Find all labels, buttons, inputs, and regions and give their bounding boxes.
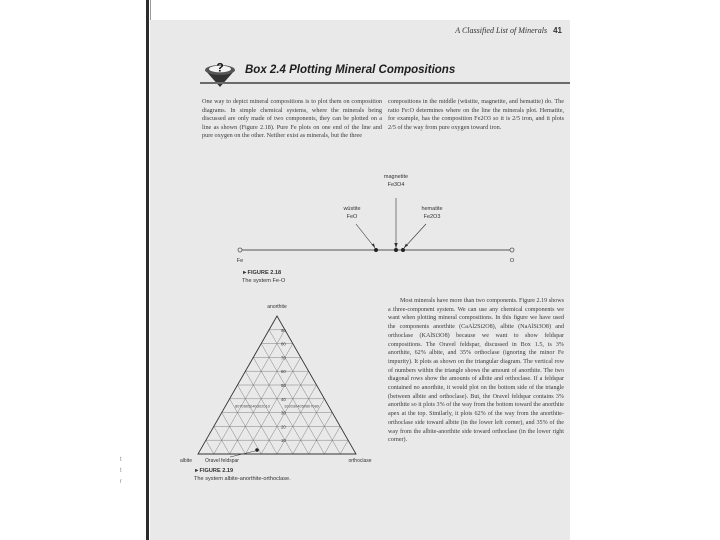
margin-mark: t — [120, 457, 122, 463]
ternary-gridline-diagonal — [222, 413, 246, 454]
anorthite-tick-label: 30 — [281, 410, 286, 416]
figure-2-19-ternary-diagram — [164, 296, 384, 466]
figure-2-18-diagram — [230, 168, 540, 278]
anorthite-apex-label: anorthite — [267, 304, 287, 310]
wustite-label: wüstite — [343, 206, 361, 212]
ternary-gridline-diagonal — [269, 327, 340, 454]
orthoclase-diagonal-label: 80 — [314, 404, 319, 409]
page-number: 41 — [553, 26, 562, 35]
figure-2-19-number: ►FIGURE 2.19 — [194, 468, 234, 474]
fe-end-label: Fe — [236, 258, 244, 264]
orthoclase-diagonal-label: 10 — [284, 404, 289, 409]
albite-diagonal-label: 20 — [261, 404, 266, 409]
anorthite-tick-label: 60 — [281, 369, 286, 375]
anorthite-tick-label: 50 — [281, 383, 286, 388]
albite-diagonal-label: 80 — [235, 404, 240, 409]
ternary-gridline-diagonal — [309, 413, 333, 454]
oravel-feldspar-label: Oravel feldspar — [205, 458, 239, 464]
magnetite-formula: Fe3O4 — [387, 182, 405, 188]
box-top-rule — [200, 82, 570, 84]
running-head-title: A Classified List of Minerals — [455, 26, 548, 35]
albite-diagonal-label: 50 — [248, 404, 253, 409]
figure-2-18-number: ►FIGURE 2.18 — [242, 270, 282, 276]
ternary-gridline-diagonal — [206, 440, 214, 454]
svg-text:?: ? — [216, 60, 224, 75]
anorthite-tick-label: 80 — [281, 341, 286, 347]
wustite-point — [374, 248, 378, 252]
ternary-gridline-diagonal — [277, 385, 317, 454]
orthoclase-diagonal-label: 60 — [305, 404, 311, 409]
o-end-label: O — [509, 258, 515, 264]
orthoclase-diagonal-label: 50 — [301, 404, 306, 409]
orthoclase-diagonal-label: 40 — [297, 404, 302, 409]
orthoclase-diagonal-label: 70 — [310, 404, 315, 409]
box-title: Box 2.4 Plotting Mineral Compositions — [245, 64, 456, 76]
orthoclase-apex-label: orthoclase — [348, 458, 372, 464]
hematite-point — [401, 248, 405, 252]
running-head — [455, 26, 562, 35]
anorthite-tick-label: 70 — [281, 355, 286, 361]
figure-2-19-caption — [194, 468, 374, 483]
hematite-formula: Fe2O3 — [423, 214, 441, 220]
albite-diagonal-label: 30 — [256, 404, 262, 409]
albite-apex-label: albite — [180, 458, 192, 464]
anorthite-tick-label: 10 — [281, 438, 286, 444]
magnetite-label: magnetite — [383, 174, 409, 180]
wustite-formula: FeO — [346, 214, 358, 220]
albite-diagonal-label: 40 — [252, 404, 257, 409]
book-spine-shadow — [146, 0, 149, 540]
ternary-gridline-diagonal — [340, 440, 348, 454]
margin-marks — [120, 455, 134, 488]
scanned-page — [150, 20, 570, 540]
hematite-label: hematite — [421, 206, 443, 212]
margin-mark: r — [120, 479, 122, 485]
fe-endpoint — [238, 248, 242, 252]
figure-2-18-caption — [242, 270, 402, 285]
orthoclase-diagonal-label: 20 — [288, 404, 293, 409]
anorthite-tick-label: 90 — [281, 327, 286, 333]
ternary-gridline-diagonal — [238, 385, 278, 454]
albite-diagonal-label: 10 — [265, 404, 270, 409]
anorthite-tick-label: 20 — [281, 424, 286, 430]
body-text-column: Most minerals have more than two components. Figure 2.19 shows a three-component system. We can use any chemical components we want when plotting mineral compositions. In this figure we have used the components anorthite (CaAl2Si2O8), albite (NaAlSi3O8) and orthoclase (KAlSi3O8) because we want to show feldspar compositions. The Oravel feldspar, discussed in Box 1.5, is 3% anorthite, 62% albite, and 35% orthoclase (ignoring the minor Fe impurity). It plots as shown on the triangular diagram. The vertical row of numbers within the triangle shows the amount of anorthite. The two diagonal rows show the amounts of albite and orthoclase. If a feldspar contained no anorthite, it would plot on the bottom side of the triangle (between albite and orthoclase). But, the Oravel feldspar contains 3% anorthite so it plots 3% of the way from the bottom toward the anorthite apex at the top. Similarly, it plots 62% of the way from the anorthite-orthoclase side toward albite (in the lower left corner), and 35% of the way from the albite-anorthite side toward orthoclase (in the lower right corner). — [388, 298, 564, 444]
figure-2-19-caption-text: The system albite-anorthite-orthoclase. — [194, 475, 291, 482]
oravel-feldspar-point — [255, 448, 259, 452]
figure-2-18-caption-text: The system Fe-O — [242, 277, 286, 284]
box-left-column: One way to depict mineral compositions is to plot them on composition diagrams. In simple chemical systems, where the minerals being discussed are only made of two components, they can be plotted on a line as shown (Figure 2.18). Pure Fe plots on one end of the line and pure oxygen on the other. Neither exist as minerals, but the three — [202, 98, 382, 140]
o-endpoint — [510, 248, 514, 252]
orthoclase-diagonal-label: 30 — [292, 404, 298, 409]
magnetite-point — [394, 248, 398, 252]
margin-mark: t — [120, 468, 122, 474]
anorthite-tick-label: 40 — [281, 396, 286, 402]
albite-diagonal-label: 70 — [239, 404, 244, 409]
albite-diagonal-label: 60 — [243, 404, 249, 409]
box-right-column: compositions in the middle (wüstite, magnetite, and hematite) do. The ratio Fe:O determines where on the line the minerals plot. Hematite, for example, has the composition Fe2O3 so it is 2/5 iron, and it plots 2/5 of the way from pure oxygen toward iron. — [388, 98, 564, 131]
